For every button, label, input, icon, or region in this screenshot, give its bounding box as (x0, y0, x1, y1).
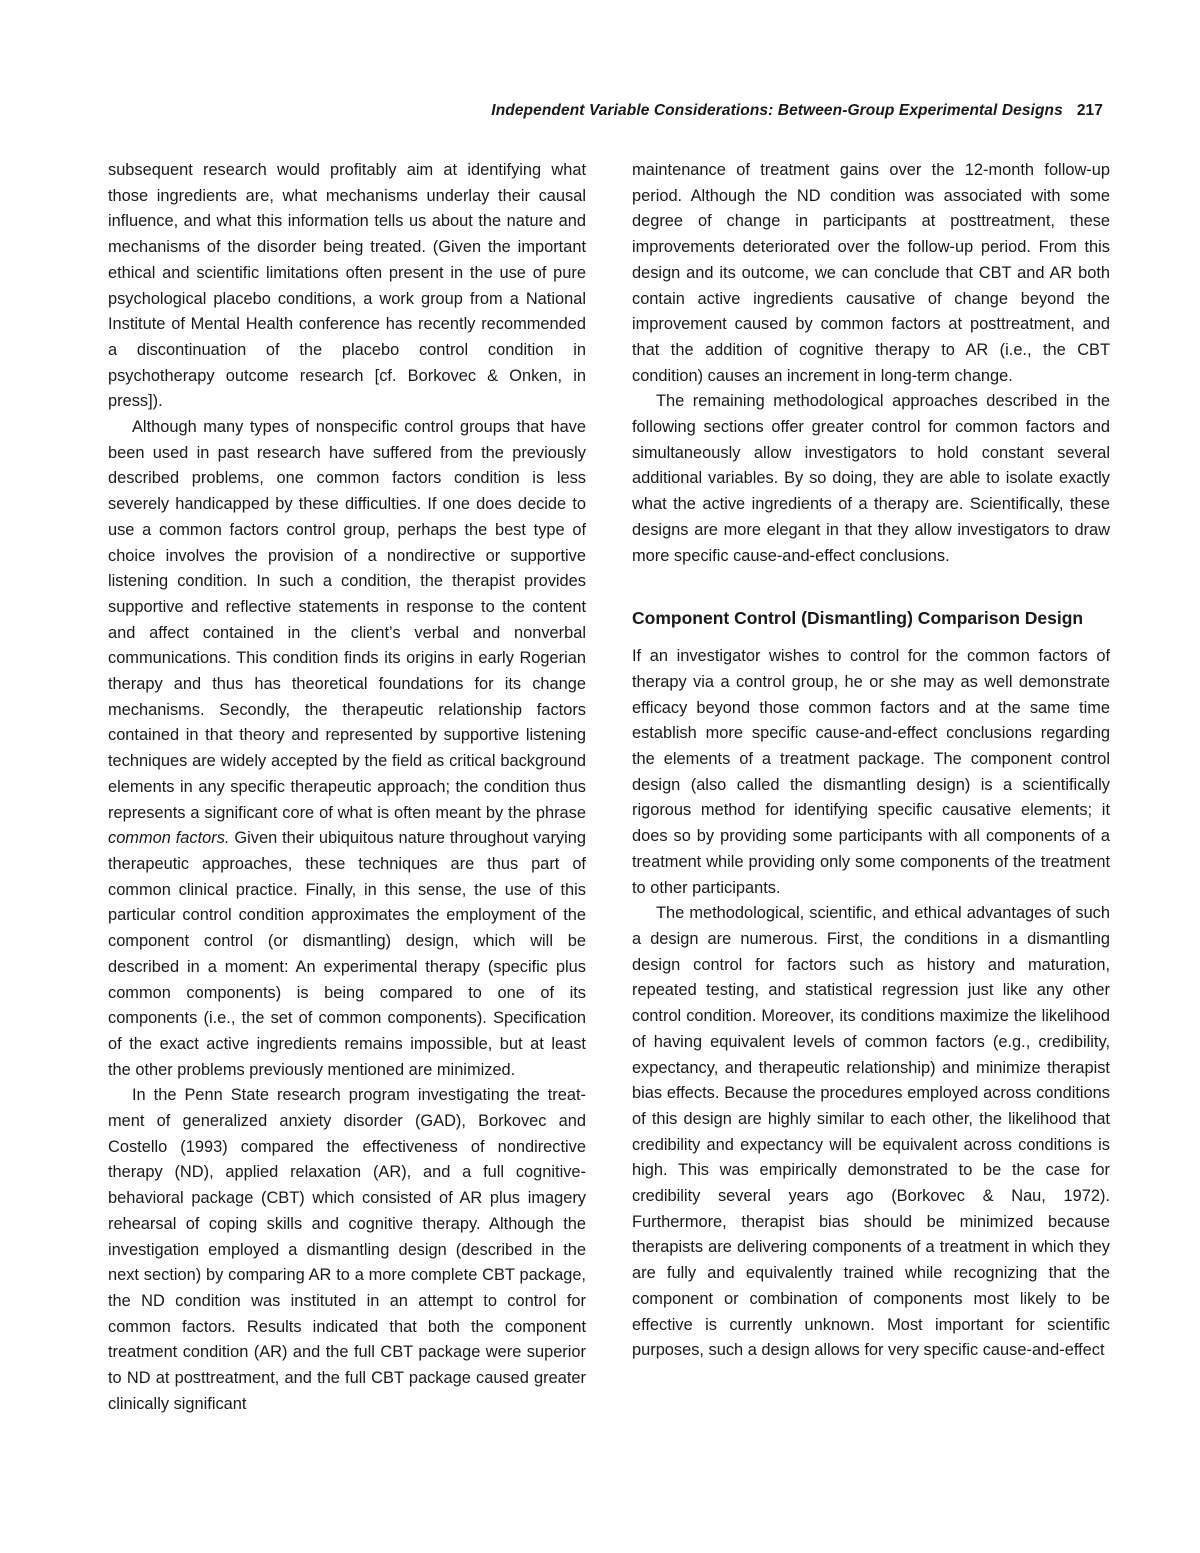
paragraph-text: Although many types of nonspecific control groups that have been used in past research have suffered from the previously described problems, one common factors condition is less severely handicapped by these difficulties. If one does decide to use a common factors control group, perhaps the best type of choice involves the provision of a nondirective or supportive listening condition. In such a condition, the therapist provides supportive and reflective statements in response to the content and affect contained in the client’s verbal and nonverbal communications. This condition finds its origins in early Rogerian therapy and thus has theoretical foundations for its change mechanisms. Secondly, the therapeutic relationship factors contained in that theory and represented by supportive listening techniques are widely accepted by the field as critical background elements in any specific therapeutic approach; the condition thus represents a significant core of what is often meant by the phrase (108, 418, 586, 822)
page-number: 217 (1076, 102, 1103, 119)
section-heading: Component Control (Dismantling) Comparison Design (632, 608, 1084, 629)
running-head (491, 102, 1103, 120)
paragraph: maintenance of treatment gains over the 12-month follow-up period. Although the ND condition was associated with some degree of change in participants at posttreatment, these improvements deteriorated over the follow-up period. From this design and its outcome, we can conclude that CBT and AR both contain active ingredients causative of change beyond the improvement caused by common factors at posttreatment, and that the addition of cognitive therapy to AR (i.e., the CBT condition) causes an increment in long-term change. (632, 161, 1110, 385)
paragraph: In the Penn State research program investigating the treatment of generalized anxiety disorder (GAD), Borkovec and Costello (1993) compared the effectiveness of nondirective therapy (ND), applied relaxation (AR), and a full cognitive-behavioral package (CBT) which consisted of AR plus imagery rehearsal of coping skills and cognitive therapy. Although the investigation employed a dismantling design (described in the next section) by comparing AR to a more complete CBT package, the ND condition was instituted in an attempt to control for common factors. Results indicated that both the component treatment condition (AR) and the full CBT package were superior to ND at posttreatment, and the full CBT package caused greater clinically significant (108, 1086, 586, 1413)
left-column (108, 158, 586, 1417)
paragraph: The methodological, scientific, and ethical advantages of such a design are numerous. First, the conditions in a dismantling design control for factors such as history and maturation, repeated testing, and statistical regression just like any other control condition. Moreover, its conditions maximize the likelihood of having equivalent levels of common factors (e.g., credibility, expectancy, and therapeutic relationship) and minimize therapist bias effects. Because the procedures employed across conditions of this design are highly similar to each other, the likelihood that credibility and expectancy will be equivalent across conditions is high. This was empirically demonstrated to be the case for credibility several years ago (Borkovec & Nau, 1972). Furthermore, therapist bias should be minimized because therapists are delivering components of a treatment in which they are fully and equivalently trained while recognizing that the component or combination of components most likely to be effective is currently unknown. Most important for scientific purposes, such a design allows for very specific cause-and-effect (632, 904, 1110, 1360)
paragraph (108, 415, 586, 1083)
paragraph: subsequent research would profitably aim at identifying what those ingredients are, what mechanisms underlay their causal influence, and what this information tells us about the nature and mechanisms of the disorder being treated. (Given the important ethical and scientific limitations often present in the use of pure psychological placebo conditions, a work group from a National Institute of Mental Health conference has recently recommended a discontinuation of the placebo control condition in psychotherapy outcome research [cf. Borkovec & Onken, in press]). (108, 161, 586, 411)
running-title: Independent Variable Considerations: Between-Group Experimental Designs (491, 102, 1063, 119)
paragraph: If an investigator wishes to control for the common factors of therapy via a control group, he or she may as well demonstrate efficacy beyond those common factors and at the same time establish more specific cause-and-effect conclusions regarding the elements of a treatment package. The component control design (also called the dismantling design) is a scientifically rigorous method for identifying specific causative elements; it does so by providing some participants with all components of a treatment while providing only some components of the treatment to other participants. (632, 647, 1110, 897)
emphasized-term: common factors. (108, 829, 230, 848)
paragraph: The remaining methodological approaches described in the following sections offer greater control for common factors and simultaneously allow investigators to hold constant several additional variables. By so doing, they are able to isolate exactly what the active ingredients of a therapy are. Scientifically, these designs are more elegant in that they allow investigators to draw more specific cause-and-effect conclusions. (632, 392, 1110, 565)
paragraph-text: Given their ubiquitous nature throughout varying therapeutic approaches, these techniques are thus part of common clinical practice. Finally, in this sense, the use of this particular control condition approximates the employment of the component control (or dismantling) design, which will be described in a moment: An experimental therapy (specific plus common components) is being compared to one of its components (i.e., the set of common components). Specification of the exact active ingredients remains impossible, but at least the other problems previously mentioned are minimized. (108, 829, 586, 1079)
right-column (632, 158, 1110, 1364)
